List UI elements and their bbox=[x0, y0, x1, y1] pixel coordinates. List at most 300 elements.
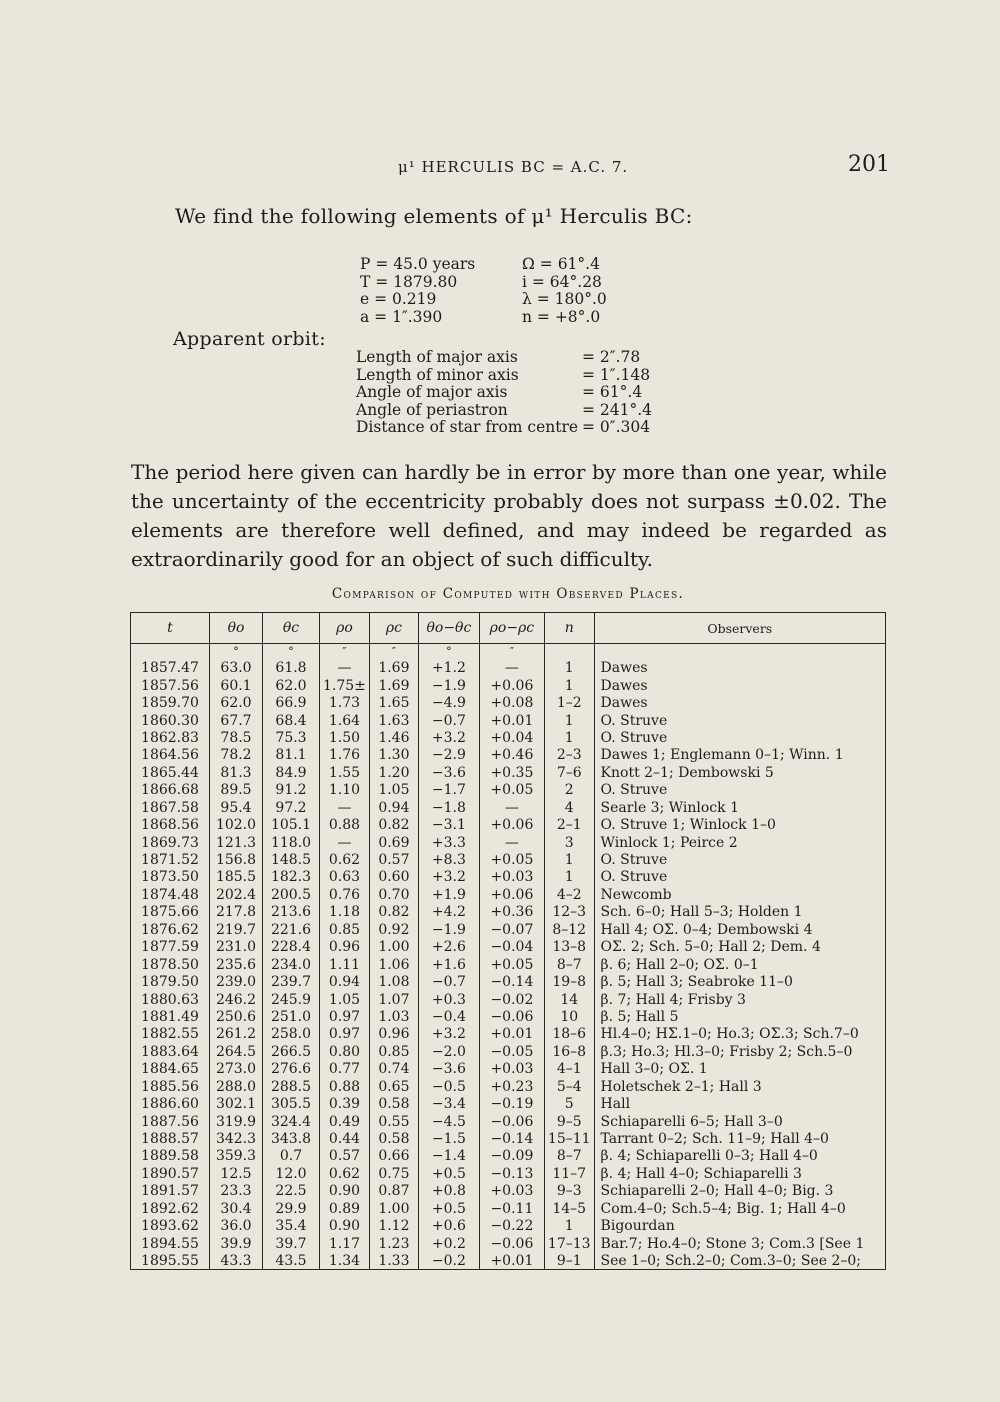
table-cell: −0.14 bbox=[479, 1131, 544, 1148]
table-cell: 258.0 bbox=[263, 1026, 320, 1043]
table-cell: +0.03 bbox=[479, 1061, 544, 1078]
table-cell: −0.09 bbox=[479, 1148, 544, 1165]
table-cell: 0.75 bbox=[369, 1166, 418, 1183]
table-cell: Dawes 1; Englemann 0–1; Winn. 1 bbox=[600, 747, 844, 764]
table-cell: 9–5 bbox=[544, 1113, 594, 1130]
table-cell: 1892.62 bbox=[131, 1201, 210, 1218]
table-cell: +0.6 bbox=[418, 1218, 479, 1235]
unit-cell bbox=[594, 644, 885, 661]
table-cell: +2.6 bbox=[418, 939, 479, 956]
table-cell: +0.01 bbox=[479, 1253, 544, 1270]
table-cell: 1895.55 bbox=[131, 1253, 210, 1270]
table-cell: −0.07 bbox=[479, 922, 544, 939]
table-cell: 63.0 bbox=[210, 660, 263, 677]
table-cell: 89.5 bbox=[210, 782, 263, 799]
table-cell: 1867.58 bbox=[131, 800, 210, 817]
table-cell: 1.76 bbox=[320, 747, 370, 764]
table-cell: −0.7 bbox=[418, 712, 479, 729]
table-cell: 7–6 bbox=[544, 765, 594, 782]
table-row bbox=[131, 1026, 885, 1043]
table-cell: 1 bbox=[544, 1218, 594, 1235]
table-cell: 1874.48 bbox=[131, 887, 210, 904]
table-body bbox=[131, 644, 885, 1271]
observations-grid bbox=[131, 613, 885, 1270]
table-cell: +0.23 bbox=[479, 1079, 544, 1096]
orbit-row bbox=[356, 384, 666, 402]
orbit-value: = 1″.148 bbox=[582, 365, 651, 384]
table-cell: 324.4 bbox=[263, 1113, 320, 1130]
table-cell: 1.69 bbox=[369, 677, 418, 694]
table-cell: 1 bbox=[544, 869, 594, 886]
table-cell: 239.7 bbox=[263, 974, 320, 991]
table-cell: −1.7 bbox=[418, 782, 479, 799]
table-cell: 0.39 bbox=[320, 1096, 370, 1113]
orbit-row bbox=[356, 419, 666, 437]
table-cell: 102.0 bbox=[210, 817, 263, 834]
table-cell: +0.8 bbox=[418, 1183, 479, 1200]
table-cell: 1.07 bbox=[369, 991, 418, 1008]
table-cell: 22.5 bbox=[263, 1183, 320, 1200]
apparent-orbit-label: Apparent orbit: bbox=[173, 328, 326, 350]
table-cell: 288.0 bbox=[210, 1079, 263, 1096]
orbit-label: Distance of star from centre bbox=[356, 418, 579, 436]
table-row bbox=[131, 834, 885, 851]
table-cell: 1860.30 bbox=[131, 712, 210, 729]
table-cell: −1.8 bbox=[418, 800, 479, 817]
table-cell: +0.2 bbox=[418, 1235, 479, 1252]
table-cell: — bbox=[479, 834, 544, 851]
orbit-row bbox=[356, 402, 666, 420]
table-cell: −0.06 bbox=[479, 1235, 544, 1252]
table-row bbox=[131, 1096, 885, 1113]
table-cell: 17–13 bbox=[544, 1235, 594, 1252]
table-cell: 8–7 bbox=[544, 1148, 594, 1165]
table-cell: +0.5 bbox=[418, 1166, 479, 1183]
table-cell: −3.4 bbox=[418, 1096, 479, 1113]
observations-table bbox=[130, 612, 886, 1270]
table-cell: 81.1 bbox=[263, 747, 320, 764]
table-cell: 1893.62 bbox=[131, 1218, 210, 1235]
table-row bbox=[131, 1218, 885, 1235]
table-cell: 8–12 bbox=[544, 922, 594, 939]
table-cell: 1889.58 bbox=[131, 1148, 210, 1165]
table-cell: Bigourdan bbox=[600, 1218, 675, 1235]
table-cell: Hall bbox=[600, 1096, 631, 1113]
table-cell: 0.58 bbox=[369, 1131, 418, 1148]
table-cell: 5 bbox=[544, 1096, 594, 1113]
table-cell: See 1–0; Sch.2–0; Com.3–0; See 2–0; bbox=[600, 1253, 862, 1270]
table-cell: 35.4 bbox=[263, 1218, 320, 1235]
column-header: θo−θc bbox=[418, 613, 479, 644]
table-cell: −3.6 bbox=[418, 765, 479, 782]
table-cell: 36.0 bbox=[210, 1218, 263, 1235]
table-cell: 4–1 bbox=[544, 1061, 594, 1078]
table-row bbox=[131, 956, 885, 973]
table-cell: Holetschek 2–1; Hall 3 bbox=[600, 1078, 762, 1095]
table-cell: 0.80 bbox=[320, 1044, 370, 1061]
table-cell: −1.9 bbox=[418, 922, 479, 939]
table-cell: 302.1 bbox=[210, 1096, 263, 1113]
element-right: Ω = 61°.4 bbox=[522, 255, 600, 273]
table-cell: 1875.66 bbox=[131, 904, 210, 921]
table-cell: −0.02 bbox=[479, 991, 544, 1008]
table-header-row bbox=[131, 613, 885, 644]
table-cell: β. 6; Hall 2–0; OΣ. 0–1 bbox=[600, 956, 759, 973]
table-cell: 1865.44 bbox=[131, 765, 210, 782]
table-cell: O. Struve bbox=[600, 852, 668, 869]
table-cell: 61.8 bbox=[263, 660, 320, 677]
table-cell: Dawes bbox=[600, 660, 648, 677]
table-cell: 1869.73 bbox=[131, 834, 210, 851]
table-cell: 0.94 bbox=[369, 800, 418, 817]
table-cell: 2–1 bbox=[544, 817, 594, 834]
table-cell: 62.0 bbox=[263, 677, 320, 694]
table-cell: 67.7 bbox=[210, 712, 263, 729]
table-cell: OΣ. 2; Sch. 5–0; Hall 2; Dem. 4 bbox=[600, 939, 821, 956]
element-left: e = 0.219 bbox=[360, 290, 437, 308]
table-cell: 2 bbox=[544, 782, 594, 799]
table-cell: 3 bbox=[544, 834, 594, 851]
table-cell: 1.23 bbox=[369, 1235, 418, 1252]
table-cell: Schiaparelli 2–0; Hall 4–0; Big. 3 bbox=[600, 1183, 834, 1200]
table-cell: — bbox=[320, 834, 370, 851]
table-cell: +0.06 bbox=[479, 677, 544, 694]
orbit-row bbox=[356, 367, 666, 385]
table-row bbox=[131, 1131, 885, 1148]
table-cell: −1.4 bbox=[418, 1148, 479, 1165]
table-row bbox=[131, 782, 885, 799]
table-cell: Winlock 1; Peirce 2 bbox=[600, 834, 738, 851]
table-cell: 273.0 bbox=[210, 1061, 263, 1078]
table-cell: 264.5 bbox=[210, 1044, 263, 1061]
table-cell: 343.8 bbox=[263, 1131, 320, 1148]
orbit-value: = 61°.4 bbox=[582, 383, 643, 401]
table-cell: 185.5 bbox=[210, 869, 263, 886]
table-cell: — bbox=[479, 800, 544, 817]
units-row bbox=[131, 644, 885, 661]
table-cell: 1859.70 bbox=[131, 695, 210, 712]
table-cell: 1.17 bbox=[320, 1235, 370, 1252]
table-cell: 359.3 bbox=[210, 1148, 263, 1165]
table-cell: +3.3 bbox=[418, 834, 479, 851]
table-cell: 1868.56 bbox=[131, 817, 210, 834]
table-cell: 29.9 bbox=[263, 1201, 320, 1218]
table-cell: −0.11 bbox=[479, 1201, 544, 1218]
table-cell: 148.5 bbox=[263, 852, 320, 869]
table-cell: 0.85 bbox=[320, 922, 370, 939]
table-row bbox=[131, 1166, 885, 1183]
table-row bbox=[131, 1253, 885, 1270]
table-cell: 81.3 bbox=[210, 765, 263, 782]
table-cell: 0.82 bbox=[369, 817, 418, 834]
table-cell: +0.05 bbox=[479, 782, 544, 799]
table-cell: 1 bbox=[544, 660, 594, 677]
table-cell: 43.5 bbox=[263, 1253, 320, 1270]
table-cell: 121.3 bbox=[210, 834, 263, 851]
table-cell: 1 bbox=[544, 852, 594, 869]
table-cell: 200.5 bbox=[263, 887, 320, 904]
table-cell: 1.69 bbox=[369, 660, 418, 677]
table-cell: 1.55 bbox=[320, 765, 370, 782]
table-cell: −0.19 bbox=[479, 1096, 544, 1113]
column-header: t bbox=[131, 613, 210, 644]
apparent-orbit-values bbox=[356, 349, 666, 437]
table-cell: 1888.57 bbox=[131, 1131, 210, 1148]
table-row bbox=[131, 1148, 885, 1165]
table-cell: O. Struve bbox=[600, 782, 668, 799]
table-cell: 0.44 bbox=[320, 1131, 370, 1148]
table-cell: 1882.55 bbox=[131, 1026, 210, 1043]
table-cell: 13–8 bbox=[544, 939, 594, 956]
table-cell: 66.9 bbox=[263, 695, 320, 712]
element-row bbox=[360, 291, 660, 309]
table-cell: 0.76 bbox=[320, 887, 370, 904]
table-cell: 95.4 bbox=[210, 800, 263, 817]
table-cell: +0.36 bbox=[479, 904, 544, 921]
table-cell: +3.2 bbox=[418, 869, 479, 886]
table-cell: 1.05 bbox=[320, 991, 370, 1008]
table-cell: Hall 3–0; OΣ. 1 bbox=[600, 1061, 708, 1078]
table-cell: 1.20 bbox=[369, 765, 418, 782]
table-cell: 15–11 bbox=[544, 1131, 594, 1148]
table-cell: −4.9 bbox=[418, 695, 479, 712]
table-row bbox=[131, 747, 885, 764]
table-caption: Comparison of Computed with Observed Places. bbox=[331, 586, 685, 602]
element-row bbox=[360, 274, 660, 292]
unit-cell: ″ bbox=[320, 644, 370, 661]
table-cell: 234.0 bbox=[263, 956, 320, 973]
table-cell: O. Struve bbox=[600, 712, 668, 729]
table-cell: 0.60 bbox=[369, 869, 418, 886]
unit-cell: ° bbox=[263, 644, 320, 661]
unit-cell bbox=[131, 644, 210, 661]
table-cell: 78.5 bbox=[210, 730, 263, 747]
table-cell: β. 7; Hall 4; Frisby 3 bbox=[600, 991, 746, 1008]
table-cell: Schiaparelli 6–5; Hall 3–0 bbox=[600, 1113, 783, 1130]
table-cell: Hall 4; OΣ. 0–4; Dembowski 4 bbox=[600, 921, 813, 938]
table-row bbox=[131, 800, 885, 817]
table-cell: 1885.56 bbox=[131, 1079, 210, 1096]
table-cell: 1.18 bbox=[320, 904, 370, 921]
table-cell: +1.6 bbox=[418, 956, 479, 973]
table-cell: +8.3 bbox=[418, 852, 479, 869]
table-cell: +0.03 bbox=[479, 869, 544, 886]
table-cell: Dawes bbox=[600, 677, 648, 694]
table-cell: −0.13 bbox=[479, 1166, 544, 1183]
table-cell: 1880.63 bbox=[131, 991, 210, 1008]
table-row bbox=[131, 1183, 885, 1200]
column-header: θo bbox=[210, 613, 263, 644]
table-cell: +0.03 bbox=[479, 1183, 544, 1200]
table-cell: 84.9 bbox=[263, 765, 320, 782]
element-left: a = 1″.390 bbox=[360, 307, 443, 326]
table-cell: 0.66 bbox=[369, 1148, 418, 1165]
element-right: λ = 180°.0 bbox=[522, 290, 607, 308]
table-cell: Hl.4–0; HΣ.1–0; Ho.3; OΣ.3; Sch.7–0 bbox=[600, 1026, 859, 1043]
table-cell: 1864.56 bbox=[131, 747, 210, 764]
table-cell: 305.5 bbox=[263, 1096, 320, 1113]
table-cell: −0.2 bbox=[418, 1253, 479, 1270]
table-cell: 1.73 bbox=[320, 695, 370, 712]
table-cell: 1857.56 bbox=[131, 677, 210, 694]
table-cell: 68.4 bbox=[263, 712, 320, 729]
column-header: n bbox=[544, 613, 594, 644]
table-cell: 228.4 bbox=[263, 939, 320, 956]
table-cell: Searle 3; Winlock 1 bbox=[600, 799, 739, 816]
table-cell: 30.4 bbox=[210, 1201, 263, 1218]
table-row bbox=[131, 712, 885, 729]
table-cell: Newcomb bbox=[600, 886, 672, 903]
table-row bbox=[131, 922, 885, 939]
element-row bbox=[360, 256, 660, 274]
table-cell: 18–6 bbox=[544, 1026, 594, 1043]
column-header: ρo bbox=[320, 613, 370, 644]
table-cell: 39.9 bbox=[210, 1235, 263, 1252]
table-cell: 4–2 bbox=[544, 887, 594, 904]
table-row bbox=[131, 904, 885, 921]
table-cell: 1873.50 bbox=[131, 869, 210, 886]
table-cell: +0.05 bbox=[479, 852, 544, 869]
table-row bbox=[131, 974, 885, 991]
table-cell: Sch. 6–0; Hall 5–3; Holden 1 bbox=[600, 904, 803, 921]
table-cell: 43.3 bbox=[210, 1253, 263, 1270]
table-cell: O. Struve 1; Winlock 1–0 bbox=[600, 817, 776, 834]
table-cell: 182.3 bbox=[263, 869, 320, 886]
table-row bbox=[131, 991, 885, 1008]
table-cell: 0.87 bbox=[369, 1183, 418, 1200]
table-cell: 1.00 bbox=[369, 1201, 418, 1218]
table-cell: 39.7 bbox=[263, 1235, 320, 1252]
element-right: n = +8°.0 bbox=[522, 307, 601, 326]
table-row bbox=[131, 869, 885, 886]
table-cell: +0.08 bbox=[479, 695, 544, 712]
table-cell: 0.96 bbox=[320, 939, 370, 956]
table-cell: 12.5 bbox=[210, 1166, 263, 1183]
table-cell: 251.0 bbox=[263, 1009, 320, 1026]
table-cell: 118.0 bbox=[263, 834, 320, 851]
table-cell: 0.58 bbox=[369, 1096, 418, 1113]
table-cell: 60.1 bbox=[210, 677, 263, 694]
table-cell: 11–7 bbox=[544, 1166, 594, 1183]
table-cell: 1.65 bbox=[369, 695, 418, 712]
table-cell: +3.2 bbox=[418, 1026, 479, 1043]
table-cell: −3.6 bbox=[418, 1061, 479, 1078]
column-header: Observers bbox=[594, 613, 885, 644]
table-cell: 1.46 bbox=[369, 730, 418, 747]
table-cell: O. Struve bbox=[600, 869, 668, 886]
table-cell: 0.57 bbox=[320, 1148, 370, 1165]
table-cell: 12.0 bbox=[263, 1166, 320, 1183]
table-cell: 1866.68 bbox=[131, 782, 210, 799]
table-cell: 1 bbox=[544, 677, 594, 694]
table-cell: 1.06 bbox=[369, 956, 418, 973]
table-row bbox=[131, 1044, 885, 1061]
table-cell: — bbox=[479, 660, 544, 677]
table-cell: 0.85 bbox=[369, 1044, 418, 1061]
table-cell: 4 bbox=[544, 800, 594, 817]
element-left: P = 45.0 years bbox=[360, 255, 476, 273]
table-cell: 1887.56 bbox=[131, 1113, 210, 1130]
table-cell: 9–1 bbox=[544, 1253, 594, 1270]
unit-cell: ″ bbox=[479, 644, 544, 661]
table-cell: 1857.47 bbox=[131, 660, 210, 677]
table-cell: −0.04 bbox=[479, 939, 544, 956]
table-cell: −0.4 bbox=[418, 1009, 479, 1026]
table-cell: 0.88 bbox=[320, 817, 370, 834]
table-cell: 78.2 bbox=[210, 747, 263, 764]
table-cell: 156.8 bbox=[210, 852, 263, 869]
table-cell: 1–2 bbox=[544, 695, 594, 712]
orbit-label: Length of minor axis bbox=[356, 365, 519, 384]
table-row bbox=[131, 730, 885, 747]
table-cell: 342.3 bbox=[210, 1131, 263, 1148]
table-cell: +1.2 bbox=[418, 660, 479, 677]
table-cell: 250.6 bbox=[210, 1009, 263, 1026]
table-cell: 231.0 bbox=[210, 939, 263, 956]
table-row bbox=[131, 1079, 885, 1096]
intro-sentence: We find the following elements of μ¹ Herculis BC: bbox=[175, 204, 693, 228]
table-cell: 0.94 bbox=[320, 974, 370, 991]
table-cell: 1.75± bbox=[320, 677, 370, 694]
unit-cell bbox=[544, 644, 594, 661]
table-cell: 0.55 bbox=[369, 1113, 418, 1130]
table-cell: 105.1 bbox=[263, 817, 320, 834]
body-paragraph: The period here given can hardly be in error by more than one year, while the uncertainty of the eccentricity probably does not surpass ±0.02. The elements are therefore well defined, and may indeed be regarded as extraordinarily good for an object of such difficulty. bbox=[131, 460, 887, 571]
table-cell: 1877.59 bbox=[131, 939, 210, 956]
element-row bbox=[360, 309, 660, 327]
orbit-row bbox=[356, 349, 666, 367]
table-cell: 0.88 bbox=[320, 1079, 370, 1096]
page-number: 201 bbox=[848, 152, 890, 177]
table-cell: 91.2 bbox=[263, 782, 320, 799]
table-cell: +0.05 bbox=[479, 956, 544, 973]
table-cell: +3.2 bbox=[418, 730, 479, 747]
table-cell: — bbox=[320, 660, 370, 677]
table-cell: 10 bbox=[544, 1009, 594, 1026]
table-cell: 0.82 bbox=[369, 904, 418, 921]
table-cell: 0.69 bbox=[369, 834, 418, 851]
table-cell: 1890.57 bbox=[131, 1166, 210, 1183]
table-cell: 202.4 bbox=[210, 887, 263, 904]
orbit-value: = 2″.78 bbox=[582, 348, 641, 366]
table-row bbox=[131, 1201, 885, 1218]
table-cell: 0.97 bbox=[320, 1026, 370, 1043]
table-row bbox=[131, 939, 885, 956]
table-cell: 5–4 bbox=[544, 1079, 594, 1096]
table-cell: 217.8 bbox=[210, 904, 263, 921]
table-cell: 1.05 bbox=[369, 782, 418, 799]
table-cell: 0.74 bbox=[369, 1061, 418, 1078]
table-cell: 0.63 bbox=[320, 869, 370, 886]
table-cell: 261.2 bbox=[210, 1026, 263, 1043]
table-cell: 62.0 bbox=[210, 695, 263, 712]
unit-cell: ° bbox=[418, 644, 479, 661]
table-cell: +0.3 bbox=[418, 991, 479, 1008]
table-cell: +0.06 bbox=[479, 887, 544, 904]
table-cell: 14 bbox=[544, 991, 594, 1008]
table-cell: 246.2 bbox=[210, 991, 263, 1008]
table-cell: 0.90 bbox=[320, 1218, 370, 1235]
table-cell: −1.5 bbox=[418, 1131, 479, 1148]
table-cell: −0.05 bbox=[479, 1044, 544, 1061]
table-cell: 1 bbox=[544, 712, 594, 729]
table-cell: 235.6 bbox=[210, 956, 263, 973]
table-cell: +0.01 bbox=[479, 712, 544, 729]
table-cell: +0.04 bbox=[479, 730, 544, 747]
table-cell: 1878.50 bbox=[131, 956, 210, 973]
table-row bbox=[131, 1235, 885, 1252]
table-row bbox=[131, 695, 885, 712]
